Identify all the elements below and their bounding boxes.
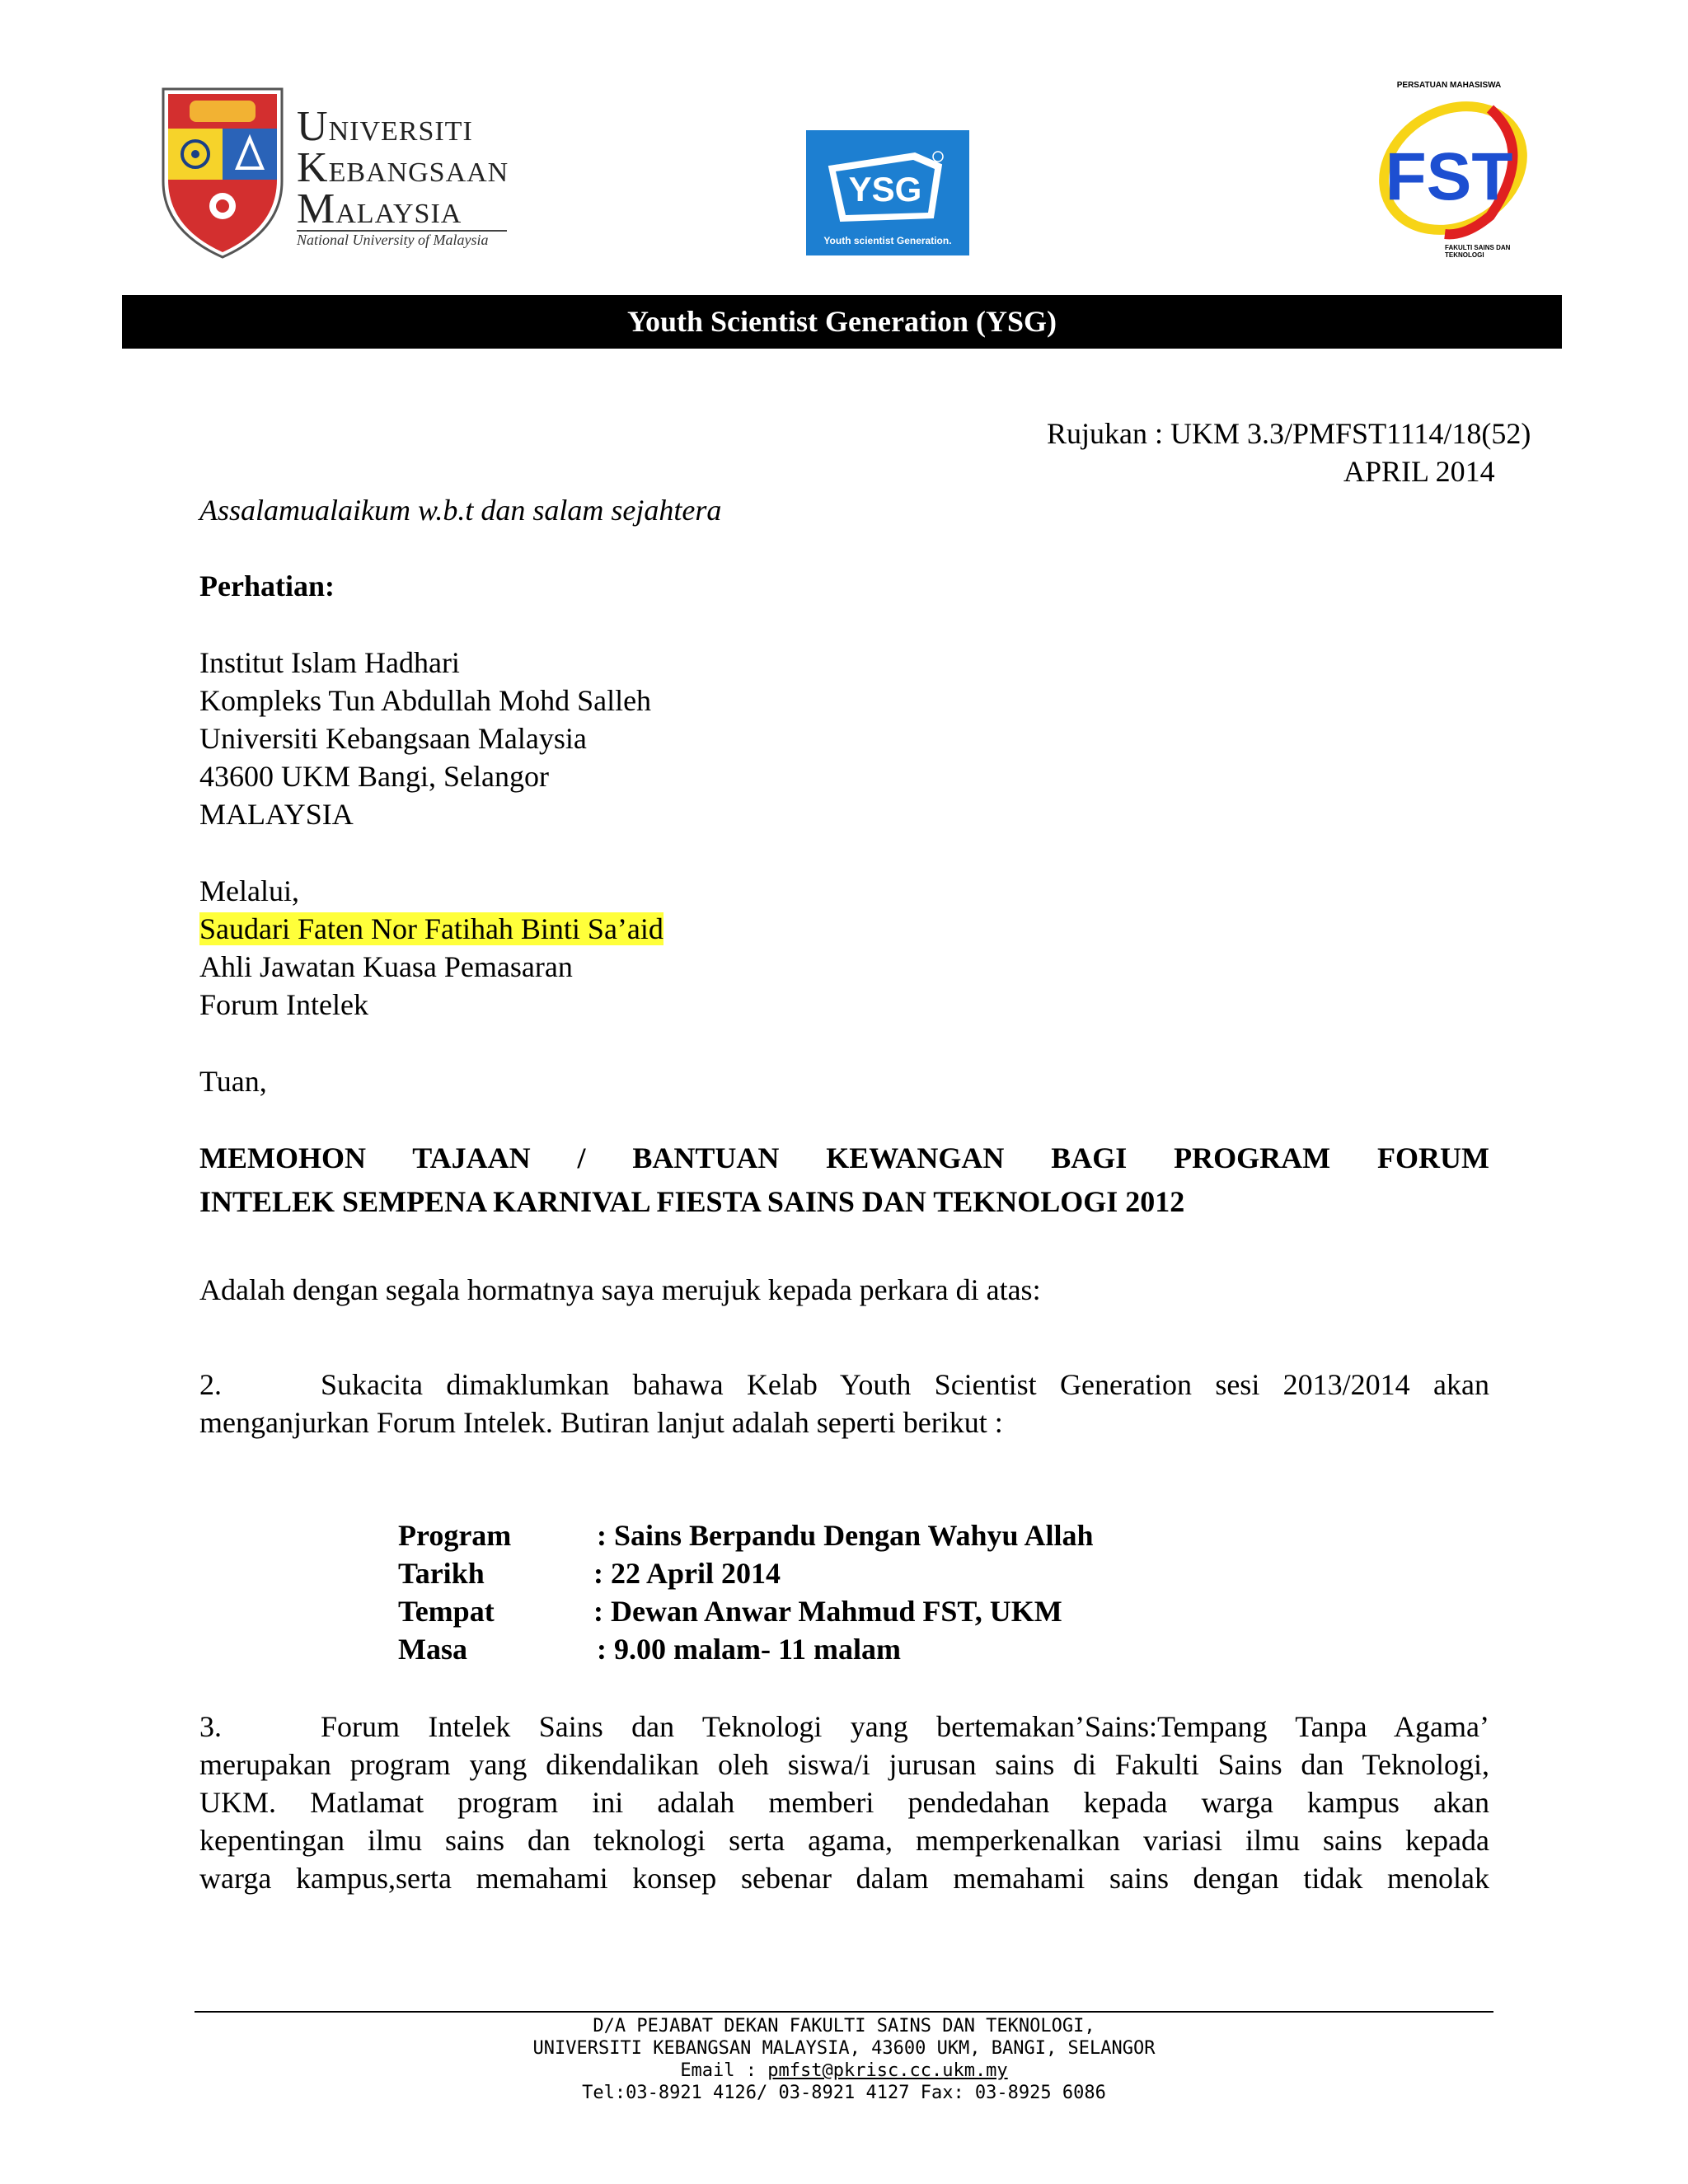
paragraph-3	[199, 1708, 1489, 1897]
detail-label: Program	[398, 1519, 512, 1552]
via-position: Ahli Jawatan Kuasa Pemasaran	[199, 950, 573, 983]
detail-label: Masa	[398, 1633, 467, 1666]
ukm-name-line-1: UNIVERSITI	[297, 103, 473, 150]
address-line: 43600 UKM Bangi, Selangor	[199, 760, 549, 793]
address-line: Kompleks Tun Abdullah Mohd Salleh	[199, 684, 652, 717]
ukm-logo	[157, 82, 511, 260]
salutation: Tuan,	[199, 1065, 267, 1098]
ysg-tagline: Youth scientist Generation.	[823, 235, 952, 246]
detail-label: Tarikh	[398, 1557, 485, 1590]
paragraph-number: 3.	[199, 1710, 222, 1743]
paragraph-line	[199, 1708, 1489, 1746]
via-name	[199, 910, 663, 948]
subject-line: INTELEK SEMPENA KARNIVAL FIESTA SAINS DAN TEKNOLOGI 2012	[199, 1185, 1185, 1218]
ukm-tagline: National University of Malaysia	[297, 232, 489, 248]
letter-date: APRIL 2014	[1343, 455, 1495, 488]
paragraph-line: menganjurkan Forum Intelek. Butiran lanjut adalah seperti berikut :	[199, 1406, 1003, 1439]
address-line: MALAYSIA	[199, 798, 354, 831]
ukm-crest-icon	[157, 82, 288, 260]
reference-number: Rujukan : UKM 3.3/PMFST1114/18(52)	[1047, 417, 1531, 450]
fst-mark: FST	[1385, 139, 1513, 214]
greeting: Assalamualaikum w.b.t dan salam sejahtera	[199, 494, 722, 527]
detail-value: : Dewan Anwar Mahmud FST, UKM	[593, 1595, 1062, 1628]
detail-value: : 9.00 malam- 11 malam	[597, 1633, 901, 1666]
attention-label: Perhatian:	[199, 569, 335, 602]
detail-label: Tempat	[398, 1595, 495, 1628]
paragraph-2	[199, 1366, 1489, 1441]
footer-address-line: UNIVERSITI KEBANGSAN MALAYSIA, 43600 UKM, BANGI, SELANGOR	[532, 2038, 1156, 2059]
ysg-badge-icon	[824, 148, 948, 224]
fst-emblem-icon	[1367, 92, 1531, 245]
footer-divider	[195, 2011, 1493, 2013]
paragraph-text: Forum Intelek Sains dan Teknologi yang bertemakan’Sains:Tempang Tanpa Agama’	[321, 1710, 1489, 1743]
via-organisation: Forum Intelek	[199, 988, 368, 1021]
paragraph-line	[199, 1366, 1489, 1404]
paragraph-text: Sukacita dimaklumkan bahawa Kelab Youth Scientist Generation sesi 2013/2014 akan	[321, 1368, 1489, 1401]
detail-value: : 22 April 2014	[593, 1557, 781, 1590]
fst-logo	[1367, 81, 1531, 259]
paragraph-line: UKM. Matlamat program ini adalah memberi pendedahan kepada warga kampus akan	[199, 1786, 1489, 1819]
ysg-logo	[806, 130, 969, 255]
via-label: Melalui,	[199, 874, 299, 907]
paragraph-line: kepentingan ilmu sains dan teknologi serta agama, memperkenalkan variasi ilmu sains kepada	[199, 1824, 1489, 1857]
ukm-name-line-3: MALAYSIA	[297, 185, 462, 232]
paragraph-line: warga kampus,serta memahami konsep sebenar dalam memahami sains dengan tidak menolak	[199, 1862, 1489, 1895]
footer-phone-line: Tel:03-8921 4126/ 03-8921 4127 Fax: 03-8925 6086	[582, 2083, 1106, 2103]
title-bar: Youth Scientist Generation (YSG)	[122, 295, 1562, 349]
fst-top-text: PERSATUAN MAHASISWA	[1396, 81, 1502, 90]
subject-heading	[199, 1139, 1489, 1221]
intro-paragraph: Adalah dengan segala hormatnya saya merujuk kepada perkara di atas:	[199, 1273, 1041, 1306]
address-line: Institut Islam Hadhari	[199, 646, 460, 679]
ysg-mark: YSG	[848, 170, 922, 209]
detail-value: : Sains Berpandu Dengan Wahyu Allah	[597, 1519, 1094, 1552]
footer-email-line	[0, 2060, 1688, 2082]
address-line: Universiti Kebangsaan Malaysia	[199, 722, 587, 755]
footer-address-line: D/A PEJABAT DEKAN FAKULTI SAINS DAN TEKNOLOGI,	[593, 2016, 1095, 2036]
email-label: Email :	[680, 2060, 768, 2081]
subject-line: MEMOHON TAJAAN / BANTUAN KEWANGAN BAGI PROGRAM FORUM	[199, 1141, 1489, 1174]
fst-bottom-text: FAKULTI SAINS DAN TEKNOLOGI	[1445, 244, 1511, 259]
email-link[interactable]: pmfst@pkrisc.cc.ukm.my	[767, 2060, 1008, 2081]
ukm-name-line-2: KEBANGSAAN	[297, 144, 509, 191]
highlighted-name: Saudari Faten Nor Fatihah Binti Sa’aid	[199, 912, 663, 945]
paragraph-number: 2.	[199, 1368, 222, 1401]
paragraph-line: merupakan program yang dikendalikan oleh siswa/i jurusan sains di Fakulti Sains dan Teknologi,	[199, 1748, 1489, 1781]
